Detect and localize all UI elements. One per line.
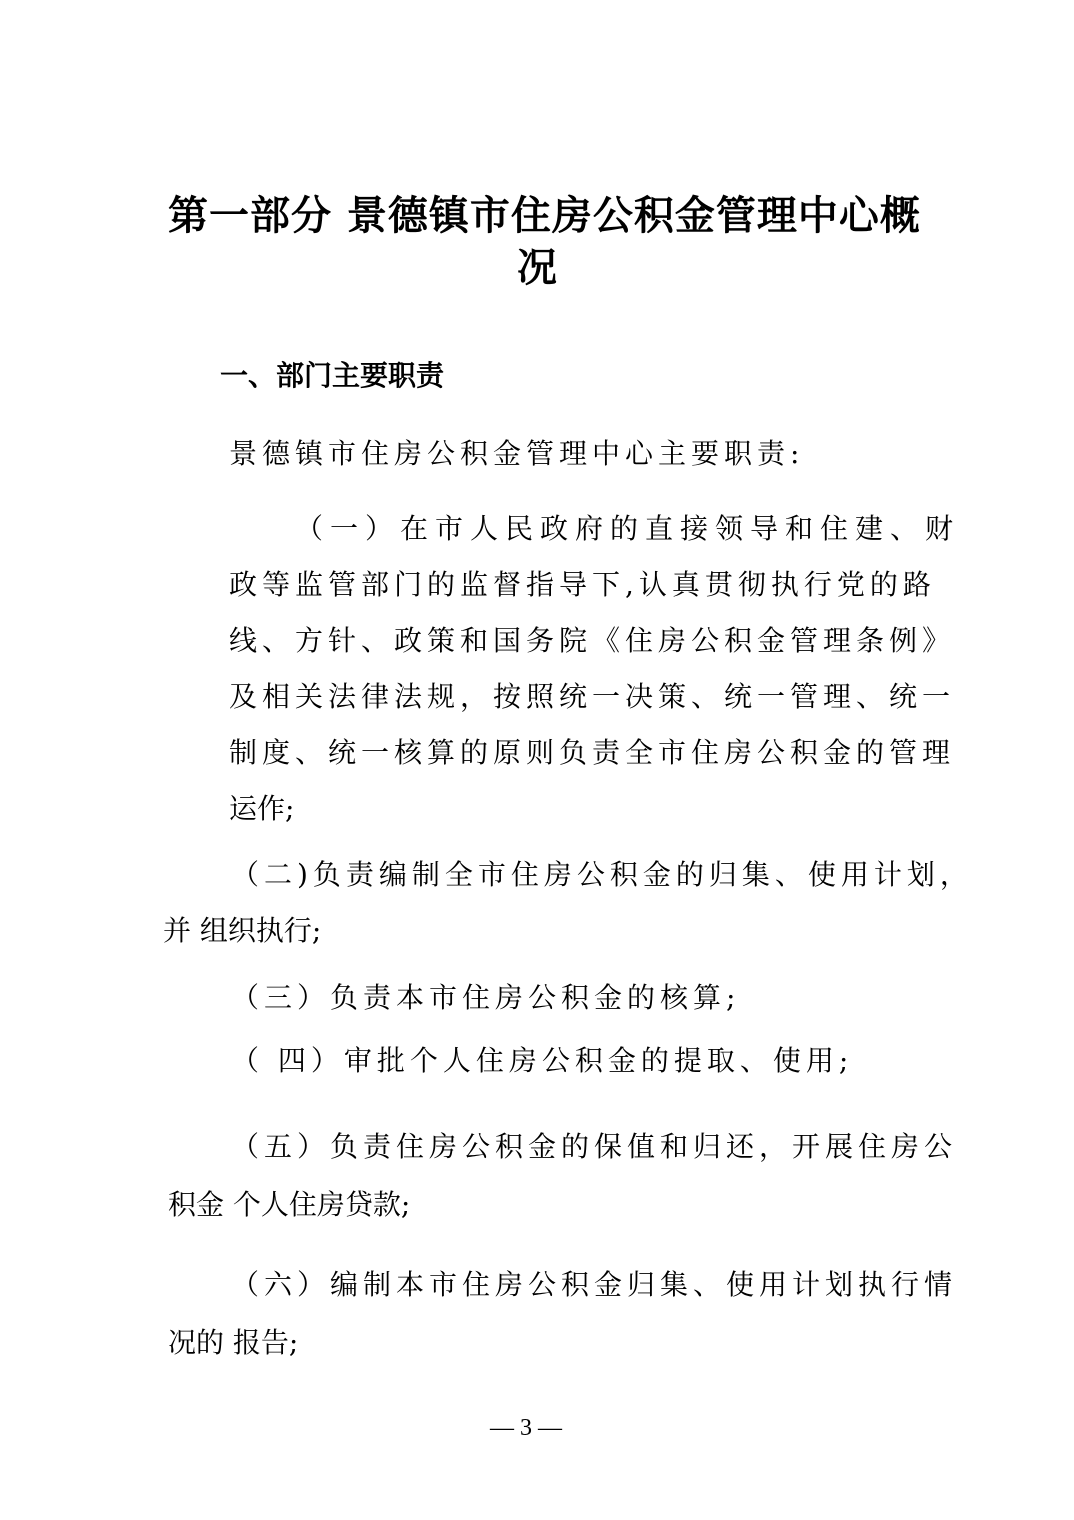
duty-5-line-1: （五）负责住房公积金的保值和归还，开展住房公	[231, 1130, 958, 1163]
duty-1-line-4: 及相关法律法规，按照统一决策、统一管理、统一	[229, 680, 956, 713]
duty-1-line-2: 政等监管部门的监督指导下,认真贯彻执行党的路	[229, 568, 936, 601]
duty-3: （三）负责本市住房公积金的核算;	[231, 981, 741, 1014]
duty-1-line-6: 运作;	[229, 792, 295, 825]
page-title-line-2: 况	[517, 245, 558, 291]
section-heading: 一、部门主要职责	[220, 359, 445, 392]
duty-1-line-3: 线、方针、政策和国务院《住房公积金管理条例》	[229, 624, 956, 657]
duty-5-line-2: 积金 个人住房贷款;	[168, 1188, 411, 1221]
duty-1-line-5: 制度、统一核算的原则负责全市住房公积金的管理	[229, 736, 956, 769]
duty-2-line-1: （二)负责编制全市住房公积金的归集、使用计划，	[231, 858, 973, 891]
duty-6-line-1: （六）编制本市住房公积金归集、使用计划执行情	[231, 1268, 958, 1301]
intro-text: 景德镇市住房公积金管理中心主要职责:	[229, 437, 805, 470]
duty-6-line-2: 况的 报告;	[168, 1326, 299, 1359]
duty-4: （ 四）审批个人住房公积金的提取、使用;	[231, 1044, 854, 1077]
page-number: — 3 —	[490, 1415, 562, 1441]
duty-1-line-1: （一）在市人民政府的直接领导和住建、财	[295, 512, 961, 545]
duty-2-line-2: 并 组织执行;	[163, 914, 322, 947]
page-title-line-1: 第一部分 景德镇市住房公积金管理中心概	[168, 193, 921, 239]
